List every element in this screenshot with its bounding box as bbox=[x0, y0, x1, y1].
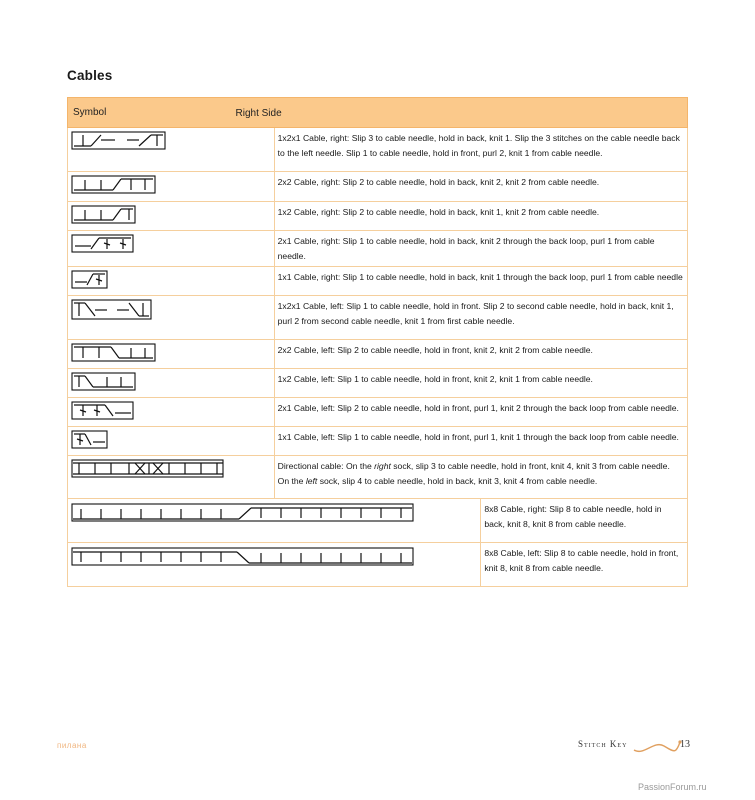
stitch-key-table bbox=[67, 97, 688, 587]
description-text: 2x1 Cable, left: Slip 2 to cable needle, hold in front, purl 1, knit 2 through the back loop from cable needle. bbox=[277, 403, 679, 413]
description-text: sock, slip 3 to cable needle, hold in front, knit 4, knit 3 from cable needle. On the bbox=[277, 461, 670, 486]
table-row bbox=[68, 172, 688, 202]
cable-1x1-left-symbol bbox=[71, 430, 109, 450]
cable-2x2-right-symbol bbox=[71, 175, 157, 195]
symbol-cell bbox=[68, 172, 275, 202]
description-text: 1x2x1 Cable, left: Slip 1 to cable needle, hold in front. Slip 2 to second cable needle, hold in back, knit 1, purl 2 from second cable needle, knit 1 from first cable needle. bbox=[277, 301, 674, 326]
description-cell bbox=[274, 427, 687, 456]
description-text: 2x2 Cable, left: Slip 2 to cable needle, hold in front, knit 2, knit 2 from cable needle. bbox=[277, 345, 593, 355]
symbol-cell bbox=[68, 128, 275, 172]
description-text: 1x2x1 Cable, right: Slip 3 to cable needle, hold in back, knit 1. Slip the 3 stitches on the cable needle back to the left needle. Slip 1 to cable needle, hold in front, purl 2, knit 1 from cable needle. bbox=[277, 133, 680, 158]
cable-8x8-right-symbol bbox=[71, 502, 415, 524]
description-text: 1x2 Cable, left: Slip 1 to cable needle, hold in front, knit 2, knit 1 from cable needle. bbox=[277, 374, 593, 384]
description-text: 8x8 Cable, left: Slip 8 to cable needle, hold in front, knit 8, knit 8 from cable needle. bbox=[484, 548, 679, 573]
table-header-row bbox=[68, 98, 688, 128]
description-cell bbox=[274, 369, 687, 398]
table-row bbox=[68, 202, 688, 231]
table-header bbox=[68, 98, 688, 128]
symbol-cell bbox=[68, 398, 275, 427]
symbol-cell bbox=[68, 543, 481, 587]
cable-1x2-right-symbol bbox=[71, 205, 137, 225]
description-cell bbox=[274, 340, 687, 369]
description-text: 1x1 Cable, right: Slip 1 to cable needle, hold in back, knit 1 through the back loop, purl 1 from cable needle bbox=[277, 272, 683, 282]
description-text: 2x1 Cable, right: Slip 1 to cable needle, hold in back, knit 2 through the back loop, purl 1 from cable needle. bbox=[277, 236, 655, 261]
description-cell bbox=[274, 296, 687, 340]
description-cell bbox=[274, 231, 687, 267]
page-number: 13 bbox=[680, 739, 690, 750]
table-row bbox=[68, 456, 688, 499]
header-symbol: Symbol bbox=[73, 107, 107, 118]
cable-2x1-right-symbol bbox=[71, 234, 135, 254]
cable-2x1-left-symbol bbox=[71, 401, 135, 421]
table-row bbox=[68, 128, 688, 172]
description-text: 8x8 Cable, right: Slip 8 to cable needle, hold in back, knit 8, knit 8 from cable needle. bbox=[484, 504, 662, 529]
cable-2x2-left-symbol bbox=[71, 343, 157, 363]
cable-1x1-right-symbol bbox=[71, 270, 109, 290]
table-row bbox=[68, 398, 688, 427]
description-cell bbox=[274, 202, 687, 231]
decorative-swirl-icon bbox=[632, 736, 682, 756]
symbol-cell bbox=[68, 427, 275, 456]
description-text: 1x2 Cable, right: Slip 2 to cable needle, hold in back, knit 1, knit 2 from cable needle. bbox=[277, 207, 600, 217]
table-row bbox=[68, 296, 688, 340]
watermark: PassionForum.ru bbox=[638, 782, 707, 792]
symbol-cell bbox=[68, 267, 275, 296]
table-row bbox=[68, 340, 688, 369]
section-footer-label: Stitch Key bbox=[578, 739, 628, 749]
table-row bbox=[68, 267, 688, 296]
description-text: 2x2 Cable, right: Slip 2 to cable needle, hold in back, knit 2, knit 2 from cable needle. bbox=[277, 177, 600, 187]
description-cell bbox=[481, 543, 688, 587]
brand-label: пилана bbox=[57, 741, 87, 750]
description-italic: right bbox=[374, 461, 391, 471]
description-cell bbox=[274, 267, 687, 296]
description-cell bbox=[481, 499, 688, 543]
section-title: Cables bbox=[67, 68, 113, 83]
description-text: 1x1 Cable, left: Slip 1 to cable needle, hold in front, purl 1, knit 1 through the back loop from cable needle. bbox=[277, 432, 679, 442]
table-row bbox=[68, 499, 688, 543]
symbol-cell bbox=[68, 231, 275, 267]
description-cell bbox=[274, 398, 687, 427]
description-text: sock, slip 4 to cable needle, hold in back, knit 3, knit 4 from cable needle. bbox=[317, 475, 598, 486]
symbol-cell bbox=[68, 456, 275, 499]
table-row bbox=[68, 543, 688, 587]
symbol-cell bbox=[68, 369, 275, 398]
description-cell bbox=[274, 456, 687, 499]
cable-8x8-left-symbol bbox=[71, 546, 415, 568]
symbol-cell bbox=[68, 499, 481, 543]
symbol-cell bbox=[68, 202, 275, 231]
table-row bbox=[68, 369, 688, 398]
header-right-side: Right Side bbox=[235, 107, 282, 119]
cable-1x2x1-right-symbol bbox=[71, 131, 167, 151]
cable-1x2x1-left-symbol bbox=[71, 299, 153, 321]
directional-cable-symbol bbox=[71, 459, 225, 479]
cable-1x2-left-symbol bbox=[71, 372, 137, 392]
description-cell bbox=[274, 128, 687, 172]
symbol-cell bbox=[68, 340, 275, 369]
table-row bbox=[68, 427, 688, 456]
table-row bbox=[68, 231, 688, 267]
symbol-cell bbox=[68, 296, 275, 340]
description-text: Directional cable: On the bbox=[277, 461, 375, 471]
description-cell bbox=[274, 172, 687, 202]
description-italic: left bbox=[305, 475, 318, 486]
